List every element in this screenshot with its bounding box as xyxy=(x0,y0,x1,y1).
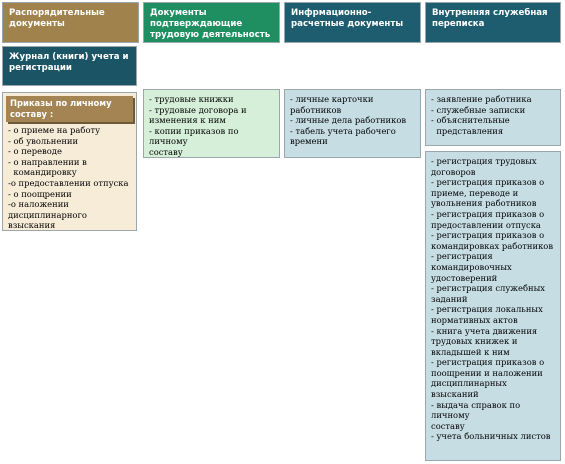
orders-item: - об увольнении xyxy=(8,135,79,146)
info-docs-box xyxy=(284,89,421,158)
labor-docs-item: - трудовые книжки xyxy=(149,94,234,104)
orders-item: - о направлении в командировку xyxy=(8,156,87,178)
orders-item: - о приеме на работу xyxy=(8,125,101,135)
info-docs-item: - личные дела работников xyxy=(290,115,407,126)
internal-docs-box xyxy=(425,89,561,146)
internal-docs-item: представления xyxy=(431,125,504,136)
orders-box xyxy=(2,92,137,231)
orders-title: Приказы по личному составу : xyxy=(6,96,133,122)
labor-docs-item: - копии приказов по личному составу xyxy=(149,125,239,157)
header-journals-label: Журнал (книги) учета и регистрации xyxy=(9,52,129,73)
labor-docs-box xyxy=(143,89,280,158)
orders-item: -о предоставлении отпуска xyxy=(8,177,129,188)
header-admin-docs-label: Распорядительные документы xyxy=(9,8,105,29)
internal-docs-item: - заявление работника xyxy=(431,94,532,104)
journals-item: - учета больничных листов xyxy=(431,431,551,442)
journals-box xyxy=(425,151,561,461)
orders-item: - о переводе xyxy=(8,146,62,157)
info-docs-item: - личные карточки работников xyxy=(290,94,374,115)
info-docs-item: - табель учета рабочего времени xyxy=(290,125,396,147)
header-admin-docs xyxy=(2,2,139,43)
journals-item: - регистрация приказов о приеме, переводе и увольнения работников xyxy=(431,177,545,209)
journals-item: - регистрация приказов о поощрении и наложении дисциплинарных взысканий xyxy=(431,357,545,400)
internal-docs-item: - служебные записки xyxy=(431,104,526,115)
header-info-docs xyxy=(284,2,421,43)
journals-item: - регистрация локальных нормативных актов xyxy=(431,304,543,325)
header-internal-docs-label: Внутренняя служебная переписка xyxy=(432,8,548,29)
header-info-docs-label: Инфрмационно-расчетные документы xyxy=(291,8,404,29)
labor-docs-item: - трудовые договора и изменения к ним xyxy=(149,104,247,126)
header-labor-docs-label: Документы подтверждающие трудовую деятельность xyxy=(150,8,271,40)
journals-item: - регистрация командировочных удостоверений xyxy=(431,251,512,283)
journals-item: - регистрация приказов о предоставлении отпуска xyxy=(431,208,545,230)
header-internal-docs xyxy=(425,2,561,43)
internal-docs-item: - объяснительные xyxy=(431,115,510,126)
journals-item: - регистрация трудовых договоров xyxy=(431,156,537,177)
orders-item: - о поощрении xyxy=(8,188,72,199)
journals-item: - регистрация приказов о командировках работников xyxy=(431,230,554,251)
header-labor-docs xyxy=(143,2,280,43)
orders-item: -о наложении дисциплинарного взыскания xyxy=(8,199,87,231)
header-journals xyxy=(2,46,137,86)
journals-item: - регистрация служебных заданий xyxy=(431,283,545,304)
journals-item: - книга учета движения трудовых книжек и вкладышей к ним xyxy=(431,325,538,357)
journals-item: - выдача справок по личному составу xyxy=(431,399,521,431)
